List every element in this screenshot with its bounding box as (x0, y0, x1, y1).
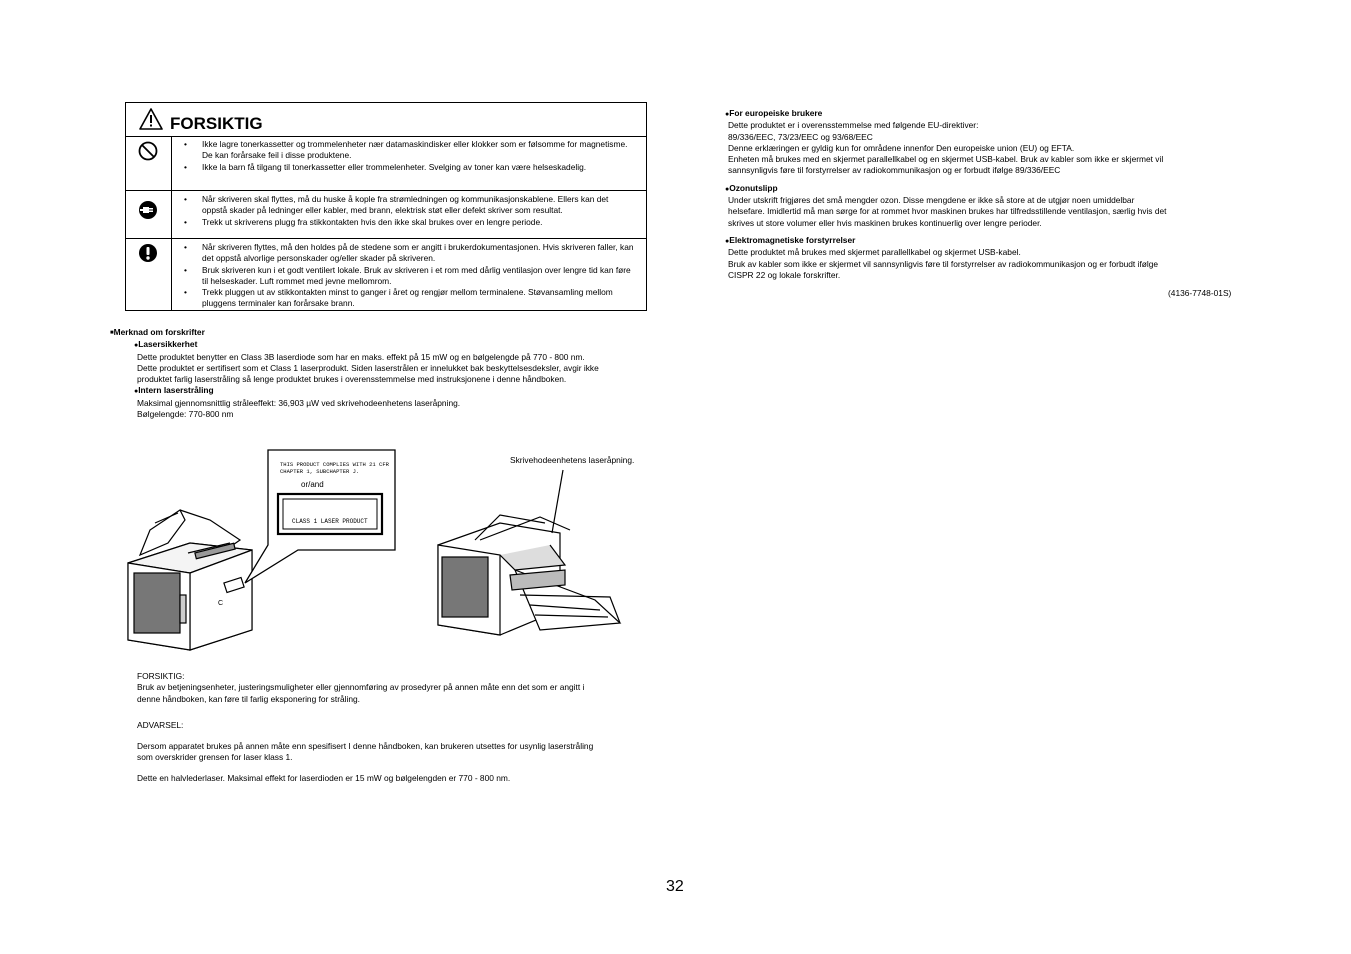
warnings-section (137, 671, 593, 784)
aperture-caption: Skrivehodeenhetens laseråpning. (510, 455, 635, 465)
caution-item: • Når skriveren skal flyttes, må du huske å kople fra strømledningen og kommunikasjonskablene. Ellers kan det oppstå skader på ledninger eller kabler, med brann, elektrisk støt eller defekt skriver som resultat. (184, 194, 634, 217)
caution-list (184, 194, 634, 228)
eu-line: sannsynligvis føre til forstyrrelser av radiokommunikasjon og er forbudt ifølge 89/336/EEC (728, 165, 1061, 176)
caution-item: • Trekk ut skriverens plugg fra stikkontakten hvis den ikke skal brukes over en lengre periode. (184, 217, 634, 228)
laser-line: produktet farlig laserstråling så lenge produktet brukes i overensstemmelse med instruksjonene i denne håndboken. (137, 374, 567, 385)
ozone-line: Under utskrift frigjøres det små mengder ozon. Disse mengdene er ikke så store at de utgjør noen umiddelbar (728, 195, 1135, 206)
internal-line: Maksimal gjennomsnittlig stråleeffekt: 36,903 µW ved skrivehodeenhetens laseråpning. (137, 397, 461, 408)
ozone-line: helsefare. Imidlertid må man sørge for at rommet hvor maskinen brukes har tilfredsstillende ventilasjon, særlig hvis det (728, 206, 1167, 217)
emc-line: CISPR 22 og lokale forskrifter. (728, 269, 841, 280)
caution-line: denne håndboken, kan føre til farlig eksponering for stråling. (137, 693, 361, 704)
eu-line: Dette produktet er i overensstemmelse med følgende EU-direktiver: (728, 120, 979, 131)
advarsel-title: ADVARSEL: (137, 719, 184, 730)
emc-line: Dette produktet må brukes med skjermet parallellkabel og skjermet USB-kabel. (728, 247, 1021, 258)
label-line2: CHAPTER 1, SUBCHAPTER J. (280, 468, 360, 475)
page-number: 32 (666, 878, 684, 895)
eu-line: Denne erklæringen er gyldig kun for områdene innenfor Den europeiske union (EU) og EFTA. (728, 142, 1075, 153)
laser-safety-heading: ● Lasersikkerhet (134, 339, 599, 351)
internal-radiation-heading: ● Intern laserstråling (134, 385, 599, 397)
aperture-pointer (552, 470, 563, 533)
eu-line: Enheten må brukes med en skjermet parallellkabel og en skjermet USB-kabel. Bruk av kabler som ikke er skjermet vil (728, 154, 1164, 165)
right-column (725, 108, 1166, 281)
caution-item: • Ikke lagre tonerkassetter og trommelenheter nær datamaskindisker eller klokker som er følsomme for magnetisme. De kan forårsake feil i disse produktene. (184, 139, 634, 162)
label-line1: THIS PRODUCT COMPLIES WITH 21 CFR (280, 461, 389, 468)
eu-heading: ● For europeiske brukere (725, 108, 1166, 120)
laser-line: Dette produktet er sertifisert som et Class 1 laserprodukt. Siden laserstrålen er innelukket bak beskyttelsesdeksler, avgir ikke (137, 362, 599, 373)
printer-illustration (120, 445, 680, 660)
caution-title-text: FORSIKTIG: (137, 671, 185, 681)
advarsel-line: Dersom apparatet brukes på annen måte enn spesifisert I denne håndboken, kan brukeren utsettes for usynlig laserstråling (137, 741, 594, 752)
caution-list (184, 242, 634, 310)
svg-text:C: C (218, 600, 224, 607)
class1-label: CLASS 1 LASER PRODUCT (292, 518, 368, 525)
caution-item: • Trekk pluggen ut av stikkontakten minst to ganger i året og rengjør mellom terminalene. Støvansamling mellom pluggens terminaler kan forårsake brann. (184, 287, 634, 310)
label-or: or/and (301, 480, 324, 489)
emc-line: Bruk av kabler som ikke er skjermet vil sannsynligvis føre til forstyrrelser av radiokommunikasjon og er forbudt ifølge (728, 258, 1159, 269)
caution-item: • Bruk skriveren kun i et godt ventilert lokale. Bruk av skriveren i et rom med dårlig ventilasjon over lengre tid kan føre til helseskader. Luft rommet med jevne mellomrom. (184, 265, 634, 288)
printer-right (438, 515, 620, 635)
emc-heading: ● Elektromagnetiske forstyrrelser (725, 235, 1166, 247)
caution-row (126, 136, 646, 191)
caution-item: • Ikke la barn få tilgang til tonerkassetter eller trommelenheter. Svelging av toner kan være helseskadelig. (184, 162, 634, 173)
caution-title: FORSIKTIG (170, 114, 263, 133)
laser-line: Dette produktet benytter en Class 3B laserdiode som har en maks. effekt på 15 mW og en bølgelengde på 770 - 800 nm. (137, 351, 585, 362)
printer-left (128, 510, 252, 650)
caution-header (126, 103, 646, 137)
advarsel-line: som overskrider grensen for laser klass 1. (137, 752, 293, 763)
ozone-heading: ● Ozonutslipp (725, 183, 1166, 195)
regulations-section (110, 327, 599, 420)
internal-line: Bølgelengde: 770-800 nm (137, 409, 234, 420)
caution-row (126, 239, 646, 311)
exclamation-icon (138, 243, 158, 265)
eu-line: 89/336/EEC, 73/23/EEC og 93/68/EEC (728, 131, 873, 142)
document-code: (4136-7748-01S) (1168, 288, 1232, 298)
caution-line: Bruk av betjeningsenheter, justeringsmuligheter eller gjennomføring av prosedyrer på annen måte enn det som er angitt i (137, 682, 585, 693)
unplug-icon (138, 200, 158, 222)
caution-row (126, 191, 646, 239)
prohibition-icon (138, 141, 158, 161)
regulations-heading: ■ Merknad om forskrifter (110, 327, 599, 339)
warning-triangle-icon (138, 107, 164, 131)
ozone-line: skrives ut store volumer eller hvis maskinen brukes kontinuerlig over lengre perioder. (728, 217, 1042, 228)
caution-item: • Når skriveren flyttes, må den holdes på de stedene som er angitt i brukerdokumentasjonen. Hvis skriveren faller, kan det oppstå alvorlige personskader og/eller skader på skriveren. (184, 242, 634, 265)
caution-list (184, 139, 634, 173)
semiconductor-line: Dette en halvlederlaser. Maksimal effekt for laserdioden er 15 mW og bølgelengden er 770 - 800 nm. (137, 772, 511, 783)
caution-box (125, 102, 647, 311)
